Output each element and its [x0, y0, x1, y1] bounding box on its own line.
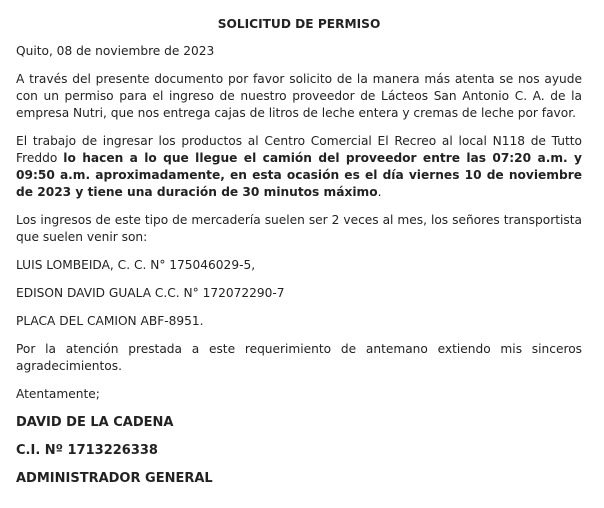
schedule-text: El trabajo de ingresar los productos al Centro Comercial El Recreo al local N118 de Tutto Freddo: [16, 134, 582, 165]
driver-2: EDISON DAVID GUALA C.C. N° 172072290-7: [16, 286, 285, 300]
paragraph-schedule: [16, 133, 582, 201]
closing: Atentamente;: [16, 387, 100, 401]
schedule-end: .: [377, 185, 382, 199]
paragraph-frequency: Los ingresos de este tipo de mercadería suelen ser 2 veces al mes, los señores transportista que suelen venir son:: [16, 213, 582, 244]
document-title: SOLICITUD DE PERMISO: [217, 17, 381, 31]
paragraph-request: A través del presente documento por favor solicito de la manera más atenta se nos ayude con un permiso para el ingreso de nuestro proveedor de Lácteos San Antonio C. A. de la empresa Nutri, que nos entrega cajas de litros de leche entera y cremas de leche por favor.: [16, 72, 582, 120]
driver-1: LUIS LOMBEIDA, C. C. N° 175046029-5,: [16, 258, 256, 272]
signer-name: DAVID DE LA CADENA: [16, 415, 174, 430]
signer-id: C.I. Nº 1713226338: [16, 443, 158, 458]
signer-role: ADMINISTRADOR GENERAL: [16, 471, 213, 486]
paragraph-thanks: Por la atención prestada a este requerimiento de antemano extiendo mis sinceros agradecimientos.: [16, 342, 582, 373]
place-date: Quito, 08 de noviembre de 2023: [16, 44, 215, 58]
truck-plate: PLACA DEL CAMION ABF-8951.: [16, 314, 204, 328]
schedule-bold-text: lo hacen a lo que llegue el camión del proveedor entre las 07:20 a.m. y 09:50 a.m. aproximadamente, en esta ocasión es el día viernes 10 de noviembre de 2023 y tiene una duración de 30 minutos máximo: [16, 151, 582, 199]
